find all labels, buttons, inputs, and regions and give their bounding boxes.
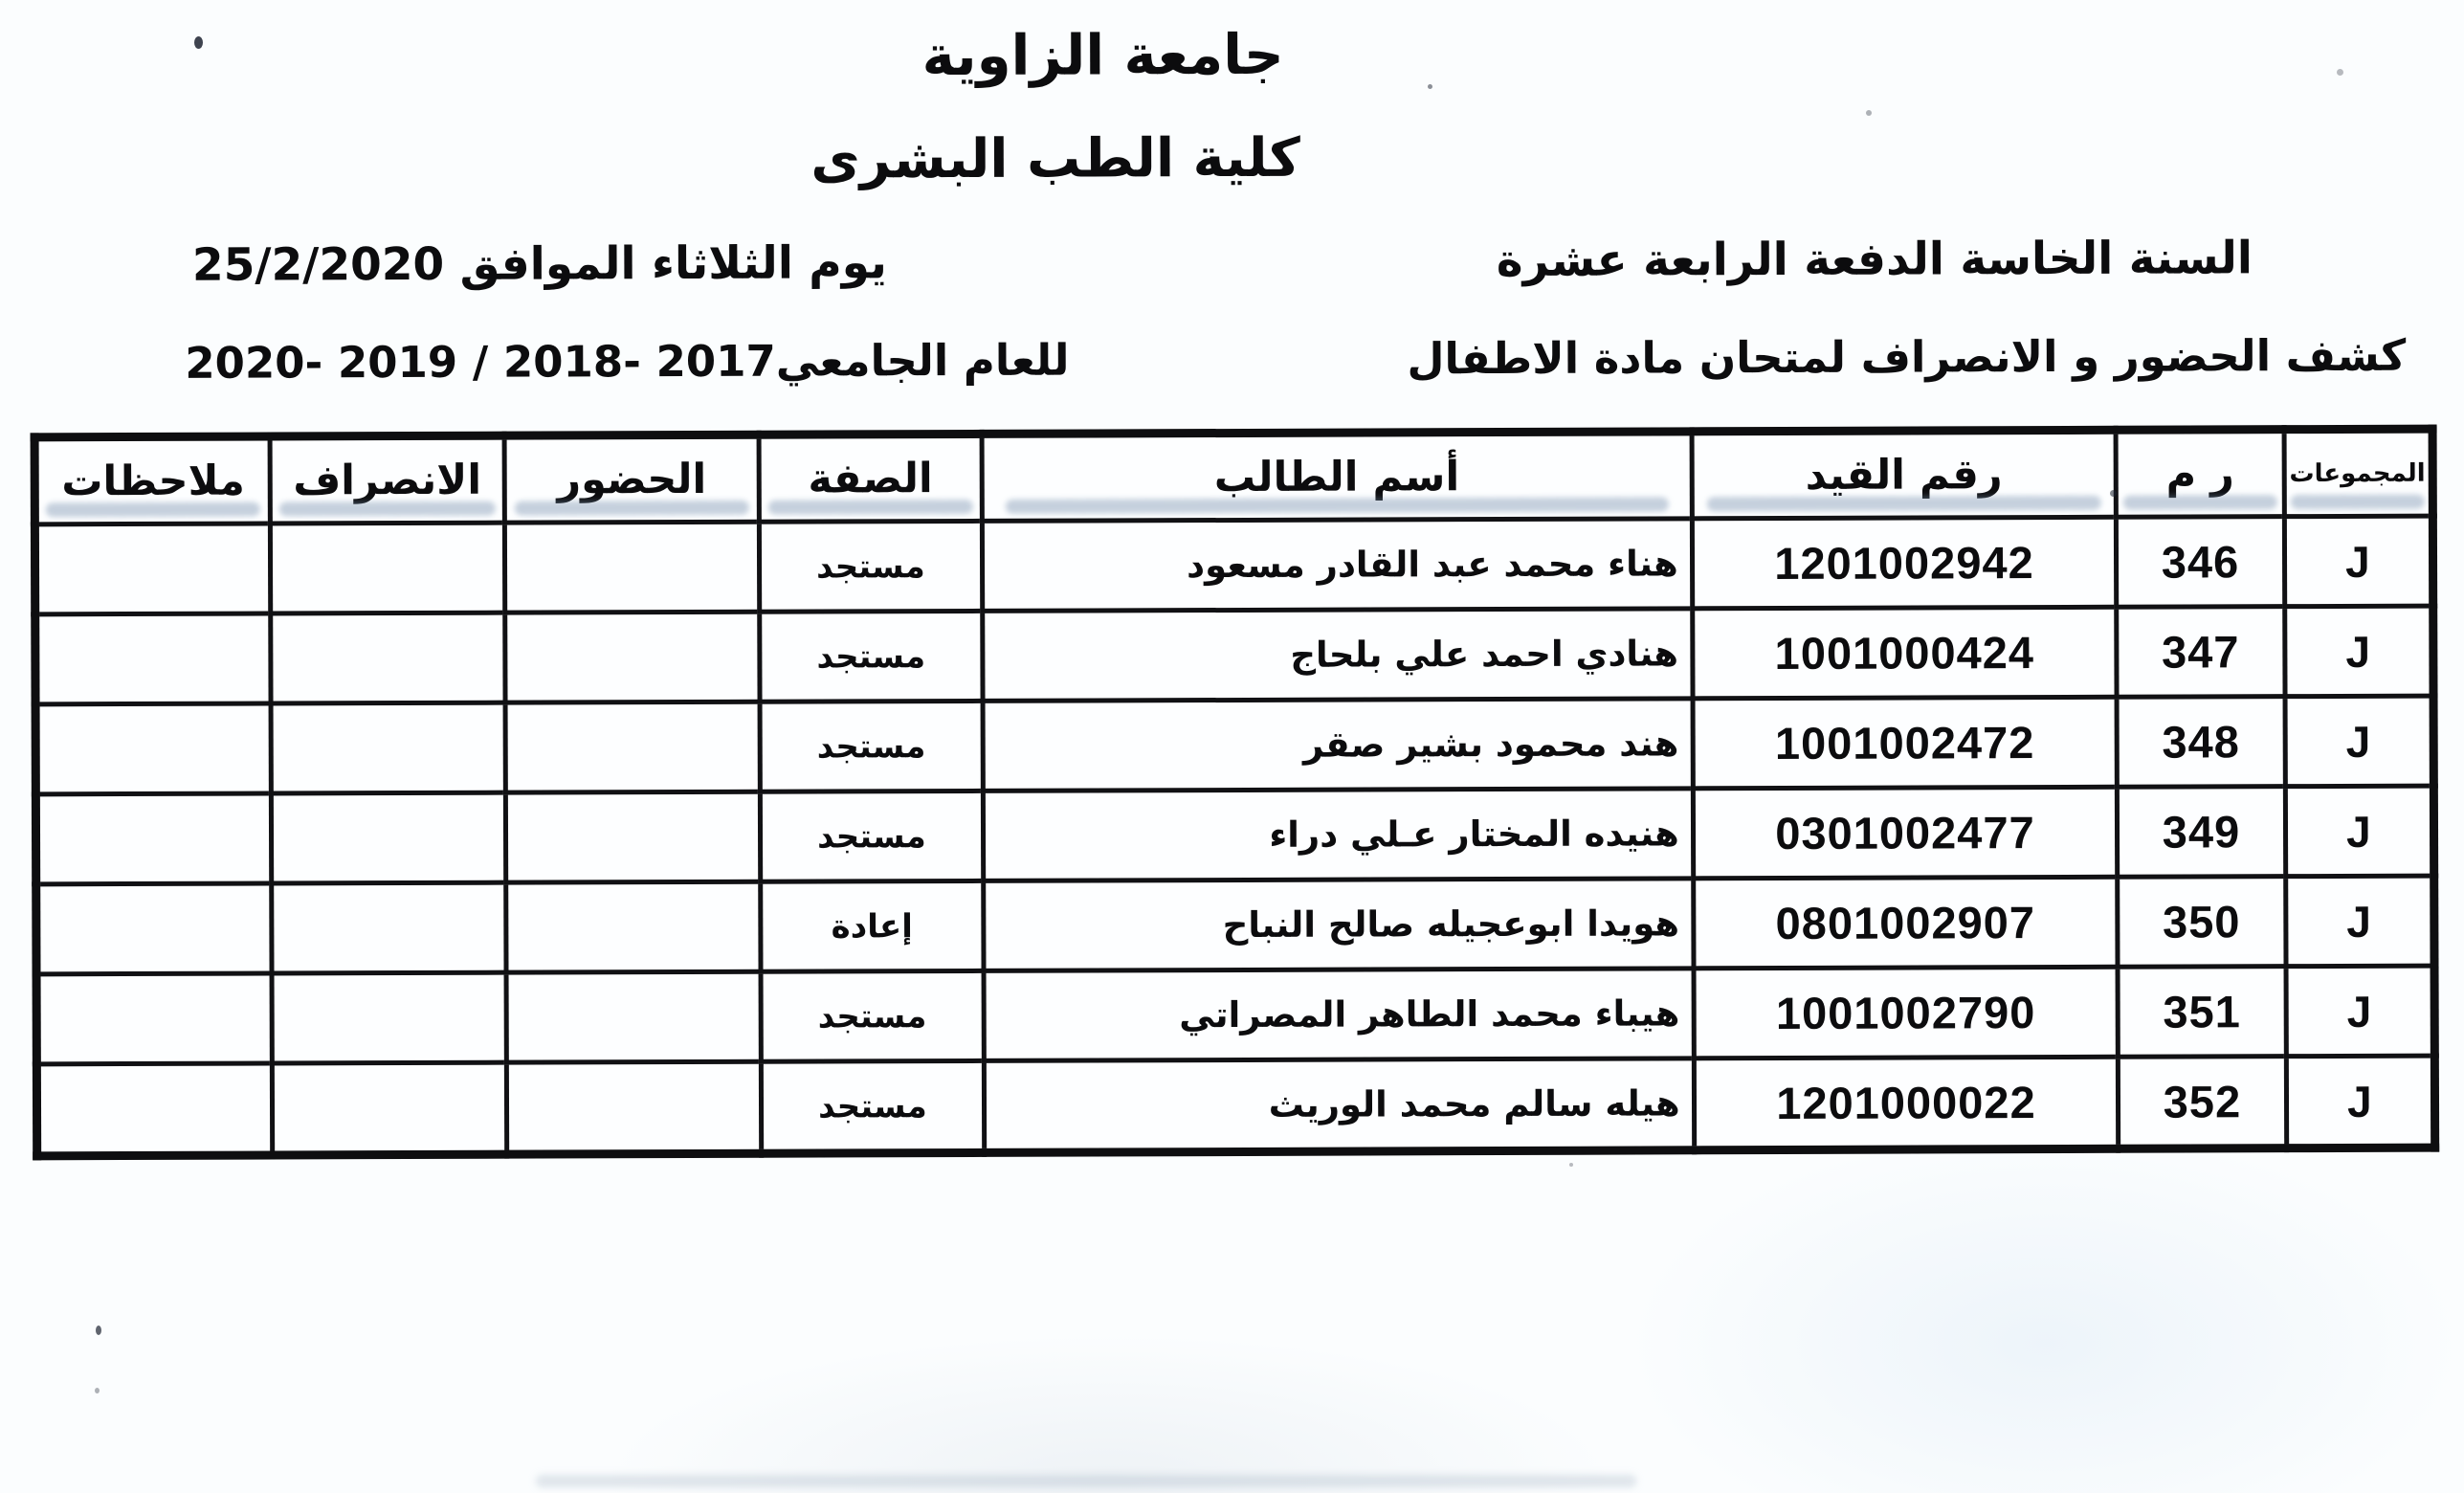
col-header-departure: الانصراف [270, 435, 505, 524]
student-name-cell: هيله سالم محمد الوريث [984, 1058, 1694, 1153]
departure-cell [272, 972, 507, 1063]
exam-day-date: يوم الثلاثاء الموافق 25/2/2020 [191, 236, 887, 292]
scan-speck [1569, 1163, 1573, 1167]
scan-speck [96, 1326, 101, 1335]
student-name-cell: هيباء محمد الطاهر المصراتي [984, 969, 1694, 1061]
serial-cell: 349 [2118, 787, 2286, 878]
attendance-cell [505, 612, 760, 702]
col-header-student-name: أسم الطالب [982, 432, 1692, 522]
notes-cell [35, 613, 271, 704]
group-cell: J [2285, 696, 2434, 787]
notes-cell [34, 524, 270, 614]
col-header-status: الصفة [759, 434, 982, 522]
student-name-cell: هناء محمد عبد القادر مسعود [982, 519, 1692, 612]
attendance-cell [506, 971, 761, 1062]
scan-speck [2110, 490, 2117, 497]
scan-speck [95, 1388, 100, 1393]
departure-cell [271, 702, 506, 793]
scan-speck [2337, 69, 2343, 76]
reg-no-cell: 1001002472 [1693, 697, 2118, 789]
header-row [34, 429, 2432, 524]
reg-no-cell: 1001002790 [1694, 967, 2119, 1058]
student-name-cell: هويدا ابوعجيله صالح النباح [984, 879, 1694, 971]
notes-cell [36, 973, 272, 1064]
university-title: جامعة الزاوية [921, 21, 1284, 89]
attendance-cell [506, 881, 761, 972]
reg-no-cell: 1201000022 [1694, 1057, 2119, 1150]
table-row [34, 516, 2432, 614]
table-row [35, 606, 2433, 704]
notes-cell [35, 703, 271, 794]
table-row [36, 1056, 2434, 1156]
scan-smudge [536, 1475, 1636, 1487]
serial-cell: 352 [2119, 1057, 2287, 1149]
serial-cell: 346 [2117, 517, 2285, 608]
reg-no-cell: 1201002942 [1692, 517, 2117, 609]
col-header-reg-no: رقم القيد [1692, 430, 2117, 519]
status-cell: مستجد [761, 1060, 984, 1153]
sheet-title-line [1, 308, 2464, 412]
departure-cell [270, 523, 505, 613]
scan-speck [1428, 84, 1432, 89]
departure-cell [271, 792, 506, 883]
status-cell: مستجد [760, 791, 983, 881]
group-cell: J [2284, 516, 2433, 607]
notes-cell [36, 883, 272, 974]
serial-cell: 348 [2117, 697, 2285, 788]
status-cell: مستجد [760, 701, 983, 791]
status-cell: مستجد [760, 611, 983, 702]
attendance-cell [506, 791, 761, 882]
faculty-title: كلية الطب البشرى [810, 126, 1300, 191]
group-cell: J [2284, 606, 2433, 697]
col-header-attendance: الحضور [504, 435, 759, 523]
group-cell: J [2286, 1056, 2435, 1148]
scan-speck [1866, 110, 1872, 116]
class-date-line [1, 209, 2464, 317]
sheet-title: كشف الحضور و الانصراف لمتحان مادة الاطفال [1407, 329, 2407, 385]
attendance-cell [507, 1061, 762, 1154]
group-cell: J [2286, 966, 2435, 1057]
group-cell: J [2285, 876, 2434, 967]
table-row [36, 966, 2434, 1064]
departure-cell [270, 613, 505, 703]
student-name-cell: هنادي احمد علي بلحاج [983, 609, 1693, 702]
reg-no-cell: 0801002907 [1693, 877, 2118, 969]
reg-no-cell: 1001000424 [1692, 607, 2117, 699]
attendance-cell [505, 522, 760, 613]
academic-year: للعام الجامعي2017 -2018 / 2019 -2020 [185, 334, 1070, 389]
year-batch-label: السنة الخاسة الدفعة الرابعة عشرة [1496, 232, 2253, 288]
serial-cell: 350 [2118, 877, 2286, 968]
departure-cell [271, 882, 506, 973]
status-cell: إعادة [761, 880, 984, 971]
table-row [35, 696, 2433, 794]
notes-cell [36, 1063, 272, 1156]
col-header-notes: ملاحظات [34, 436, 270, 524]
attendance-table [31, 425, 2440, 1161]
status-cell: مستجد [761, 970, 984, 1061]
col-header-groups: المجموعات [2284, 429, 2433, 517]
col-header-serial: ر م [2116, 430, 2284, 518]
serial-cell: 347 [2117, 607, 2285, 698]
table-row [36, 876, 2434, 974]
table-row [35, 786, 2433, 884]
student-name-cell: هنيده المختار عـلي دراء [983, 789, 1693, 881]
departure-cell [272, 1062, 507, 1155]
group-cell: J [2285, 786, 2434, 877]
status-cell: مستجد [759, 521, 982, 612]
notes-cell [35, 793, 271, 884]
attendance-cell [505, 702, 760, 792]
reg-no-cell: 0301002477 [1693, 787, 2118, 879]
serial-cell: 351 [2118, 967, 2286, 1058]
scan-speck [194, 36, 203, 49]
student-name-cell: هند محمود بشير صقر [983, 699, 1693, 791]
